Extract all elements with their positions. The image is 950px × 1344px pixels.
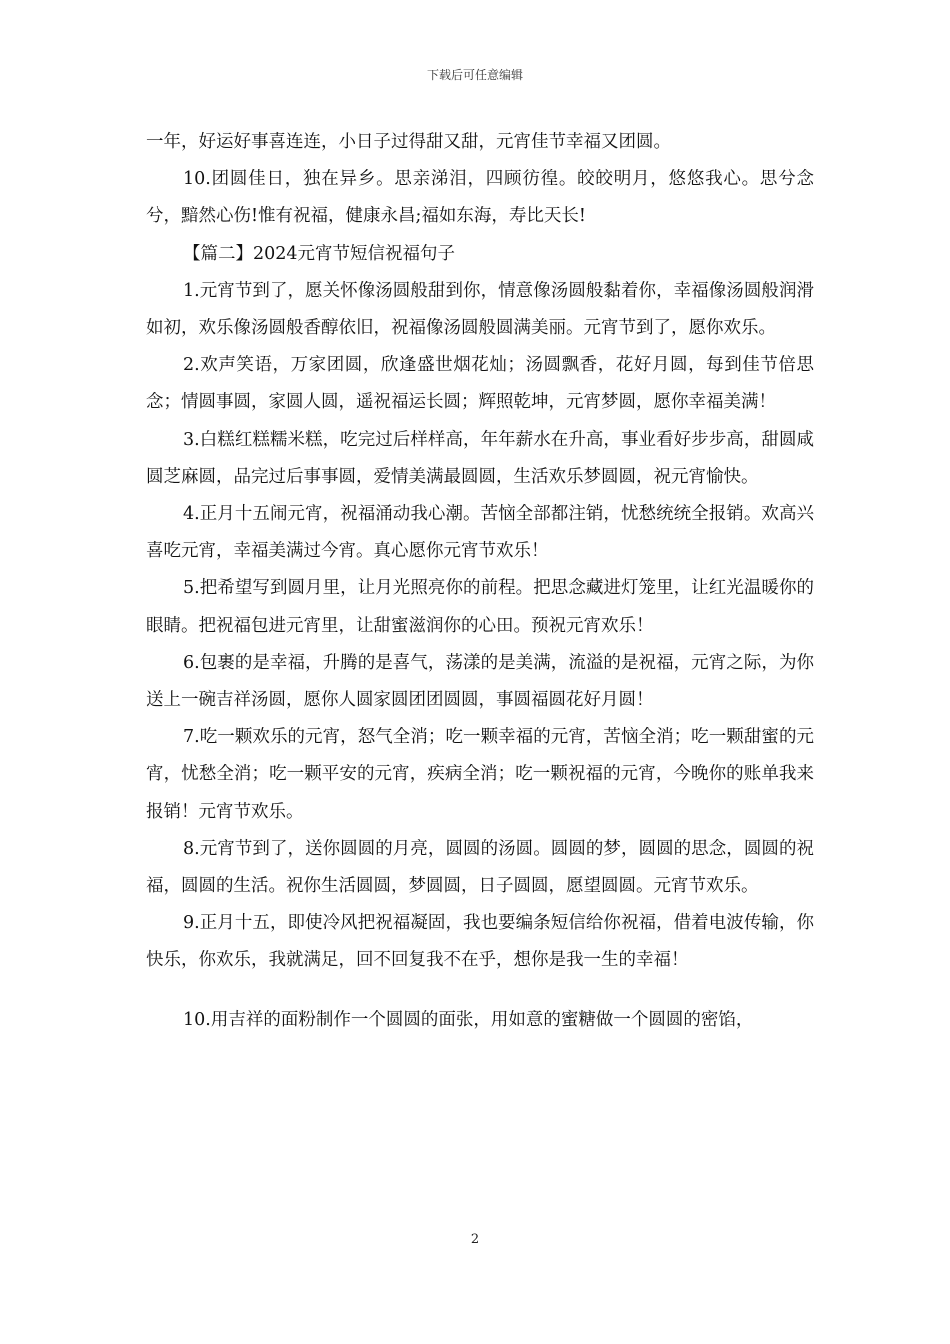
paragraph-item-6: 6.包裹的是幸福，升腾的是喜气，荡漾的是美满，流溢的是祝福，元宵之际，为你送上一碗吉祥汤圆，愿你人圆家圆团团圆圆，事圆福圆花好月圆！ (146, 652, 814, 711)
paragraph-item-4: 4.正月十五闹元宵，祝福涌动我心潮。苦恼全部都注销，忧愁统统全报销。欢高兴喜吃元宵，幸福美满过今宵。真心愿你元宵节欢乐！ (146, 504, 814, 562)
paragraph-item-10-second: 10.用吉祥的面粉制作一个圆圆的面张，用如意的蜜糖做一个圆圆的密馅， (183, 1009, 754, 1030)
paragraph-item-2: 2.欢声笑语，万家团圆，欣逢盛世烟花灿；汤圆飘香，花好月圆，每到佳节倍思念；情圆事圆，家圆人圆，遥祝福运长圆；辉照乾坤，元宵梦圆，愿你幸福美满！ (146, 355, 814, 413)
paragraph-item-10: 10.团圆佳日，独在异乡。思亲涕泪，四顾彷徨。皎皎明月，悠悠我心。思兮念兮，黯然心伤!惟有祝福，健康永昌;福如东海，寿比天长! (146, 169, 814, 227)
paragraph-item-5: 5.把希望写到圆月里，让月光照亮你的前程。把思念藏进灯笼里，让红光温暖你的眼睛。把祝福包进元宵里，让甜蜜滋润你的心田。预祝元宵欢乐！ (146, 578, 814, 636)
paragraph-item-9: 9.正月十五，即使冷风把祝福凝固，我也要编条短信给你祝福，借着电波传输，你快乐，你欢乐，我就满足，回不回复我不在乎，想你是我一生的幸福！ (146, 913, 814, 971)
page-number: 2 (470, 1232, 480, 1247)
document-body (146, 124, 814, 1039)
paragraph-continuation: 一年，好运好事喜连连，小日子过得甜又甜，元宵佳节幸福又团圆。 (146, 132, 671, 152)
page-header: 下载后可任意编辑 (426, 68, 523, 82)
section-heading: 【篇二】2024元宵节短信祝福句子 (183, 243, 456, 264)
paragraph-item-1: 1.元宵节到了，愿关怀像汤圆般甜到你，情意像汤圆般黏着你，幸福像汤圆般润滑如初，欢乐像汤圆般香醇依旧，祝福像汤圆般圆满美丽。元宵节到了，愿你欢乐。 (146, 280, 814, 339)
paragraph-item-8: 8.元宵节到了，送你圆圆的月亮，圆圆的汤圆。圆圆的梦，圆圆的思念，圆圆的祝福，圆圆的生活。祝你生活圆圆，梦圆圆，日子圆圆，愿望圆圆。元宵节欢乐。 (146, 838, 814, 897)
paragraph-item-3: 3.白糕红糕糯米糕，吃完过后样样高，年年薪水在升高，事业看好步步高，甜圆咸圆芝麻圆，品完过后事事圆，爱情美满最圆圆，生活欢乐梦圆圆，祝元宵愉快。 (146, 429, 814, 487)
paragraph-item-7: 7.吃一颗欢乐的元宵，怒气全消；吃一颗幸福的元宵，苦恼全消；吃一颗甜蜜的元宵，忧愁全消；吃一颗平安的元宵，疾病全消；吃一颗祝福的元宵，今晚你的账单我来报销！元宵节欢乐。 (146, 727, 814, 822)
